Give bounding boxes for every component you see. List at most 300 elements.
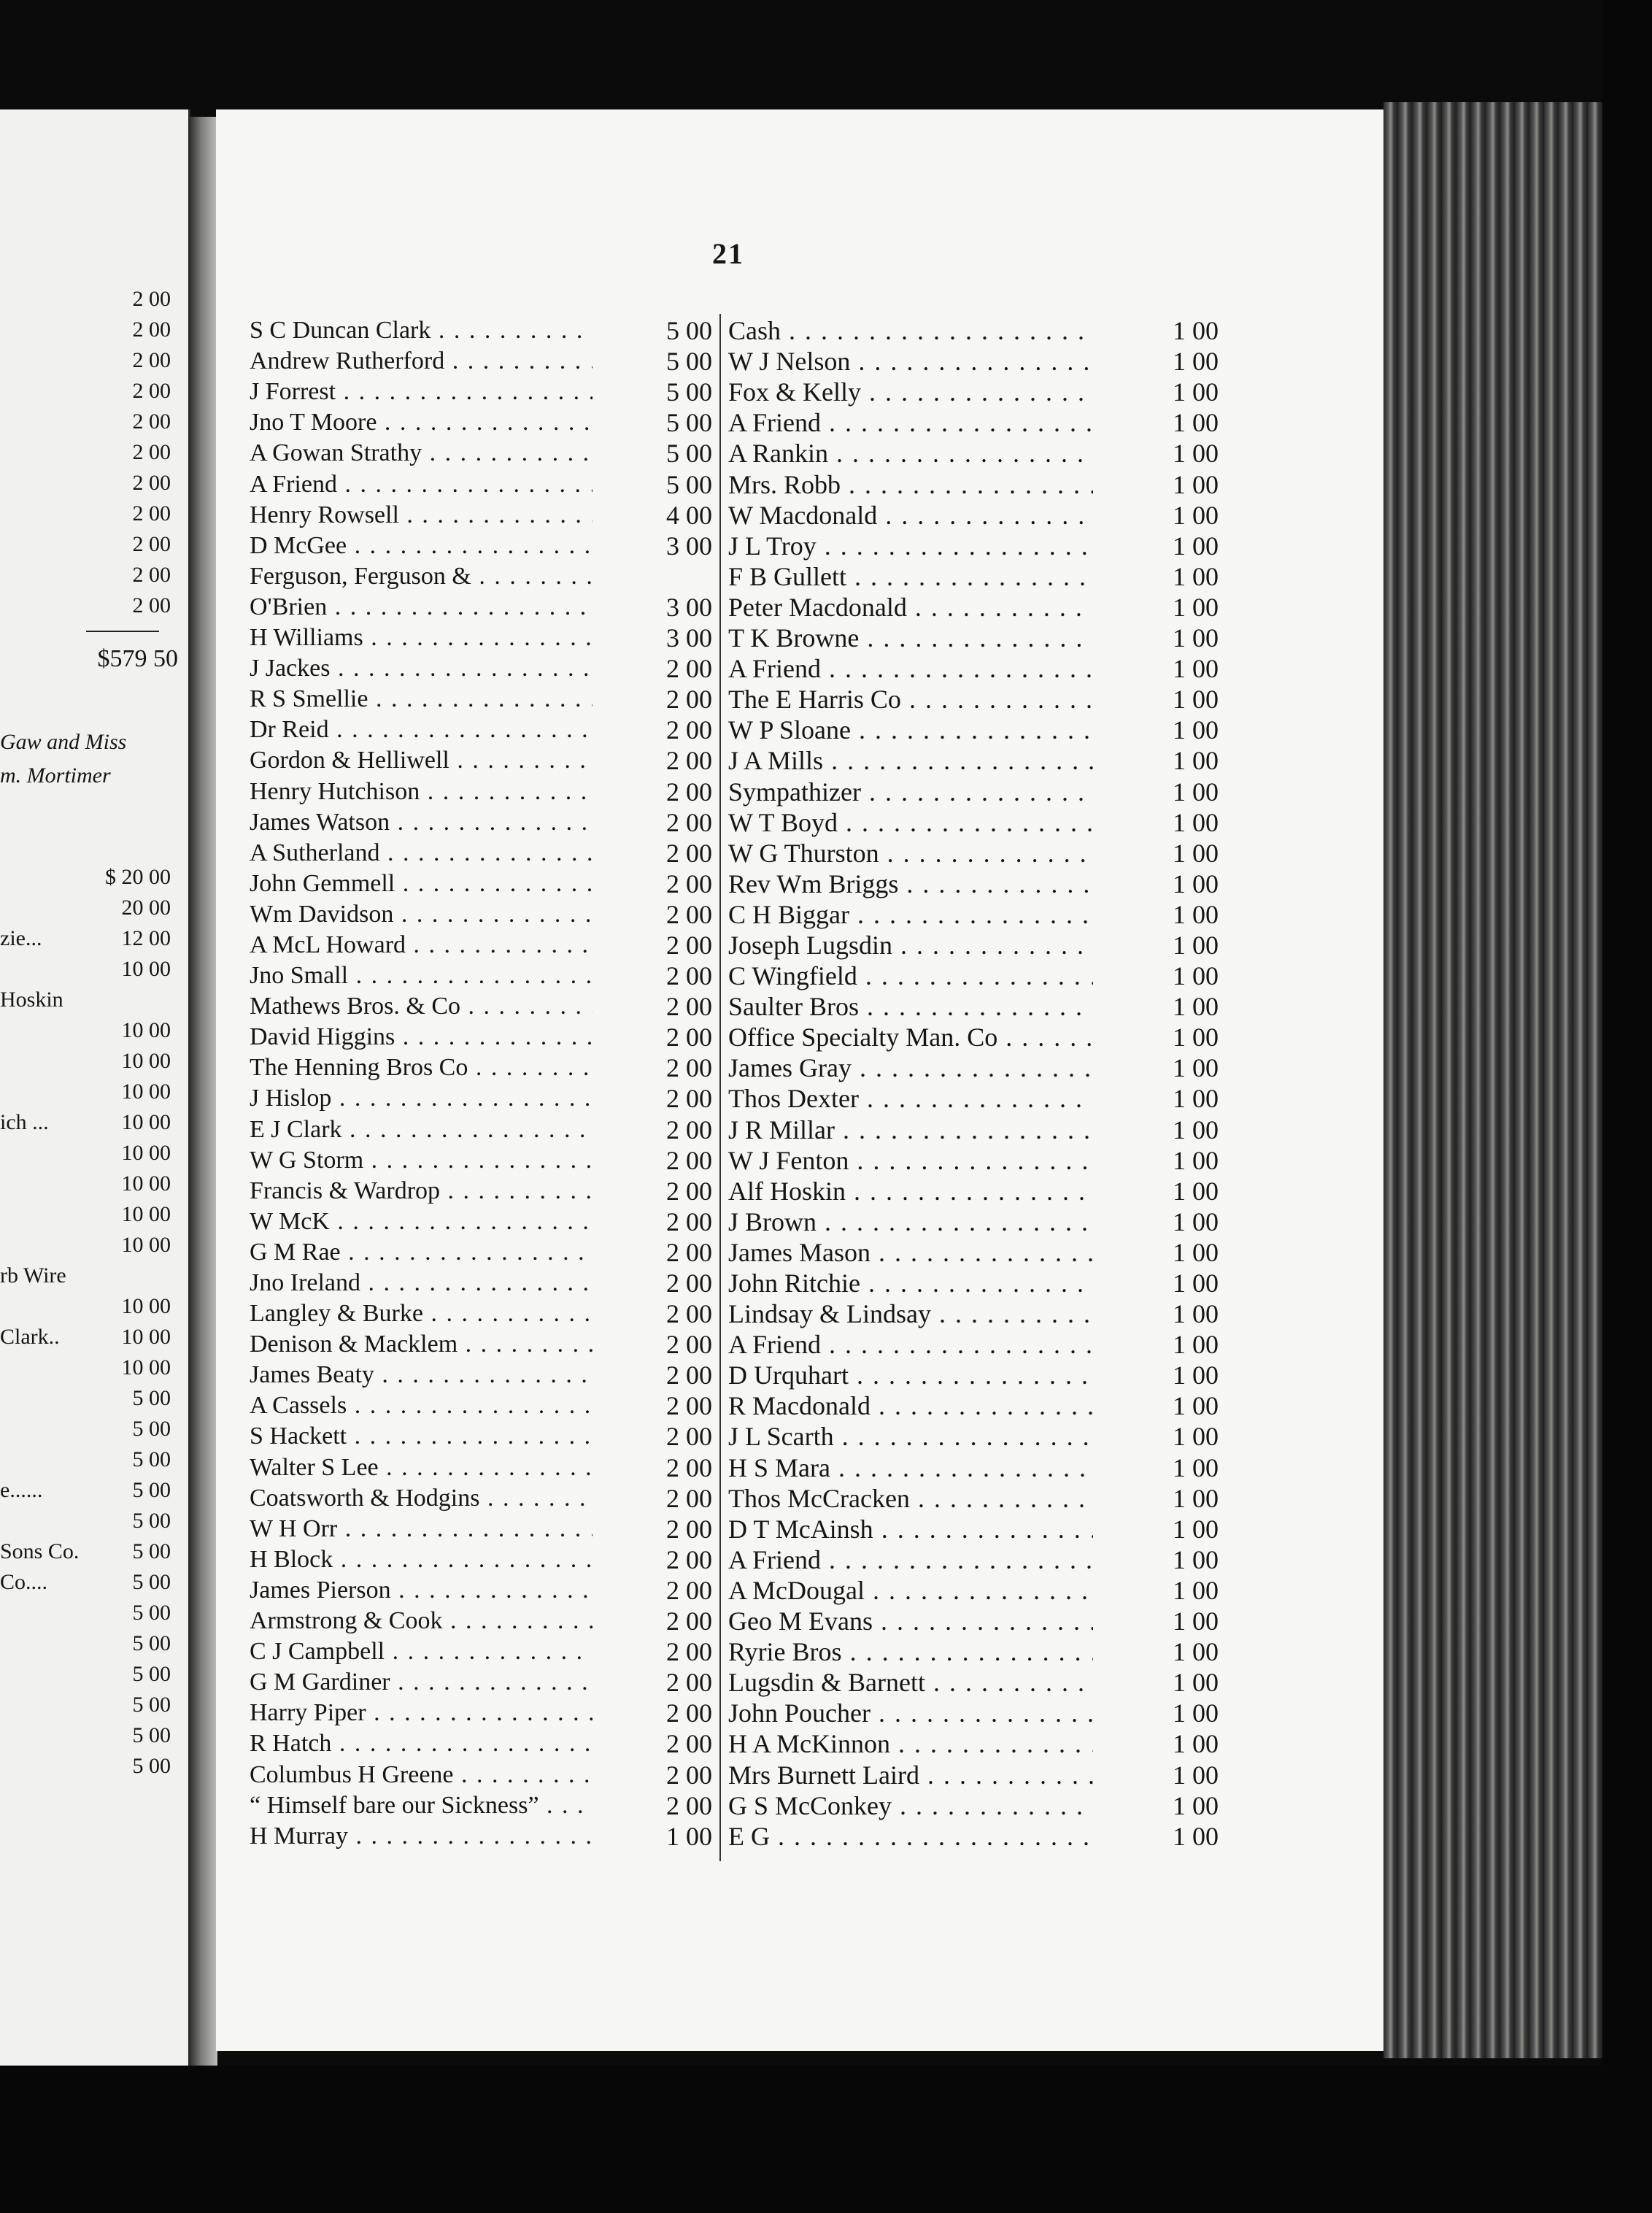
donor-name: A Friend . . . — [728, 653, 1093, 684]
donor-name: Henry Rowsell . . . — [250, 500, 593, 531]
donor-entry — [728, 807, 1219, 838]
previous-page-row-amount: 10 00 — [121, 1079, 171, 1104]
donor-name: Alf Hoskin . . . — [728, 1176, 1093, 1206]
donor-name: D McGee . . . — [250, 531, 593, 561]
donation-amount: 1 00 — [1173, 469, 1219, 499]
donor-entry — [250, 1268, 712, 1298]
donation-amount: 1 00 — [1173, 1606, 1219, 1636]
donor-entry — [728, 1022, 1219, 1052]
donor-name: Mrs. Robb . . . — [728, 469, 1093, 500]
donor-name: Ferguson, Ferguson & . . . — [250, 561, 593, 592]
donor-entry — [728, 531, 1219, 561]
previous-page-row-text: zie... — [0, 926, 42, 950]
donor-name: W P Sloane . . . — [728, 715, 1093, 745]
donor-entry — [728, 1145, 1219, 1176]
donation-amount: 2 00 — [666, 838, 712, 868]
page-edges — [1383, 102, 1602, 2058]
previous-page-row-amount: 2 00 — [132, 348, 171, 372]
donor-entry — [728, 653, 1219, 684]
donor-entry — [728, 1176, 1219, 1206]
donor-entry — [250, 346, 712, 377]
donor-entry — [250, 1698, 712, 1728]
donor-name: A Sutherland . . . — [250, 838, 593, 869]
donor-entry — [250, 1759, 712, 1790]
donation-amount: 2 00 — [666, 961, 712, 991]
previous-page-row-amount: 2 00 — [132, 287, 171, 311]
donation-amount: 1 00 — [1173, 1330, 1219, 1360]
donor-name: A Friend . . . — [728, 407, 1093, 438]
donor-name: H Williams . . . — [250, 623, 593, 653]
donor-entry — [728, 500, 1219, 531]
donor-name: Francis & Wardrop . . . — [250, 1176, 593, 1206]
previous-page-row-amount: 5 00 — [132, 1386, 171, 1410]
previous-page-row-amount: 5 00 — [132, 1570, 171, 1594]
donor-entry — [250, 869, 712, 899]
donor-name: Dr Reid . . . — [250, 715, 593, 745]
donor-name: O'Brien . . . — [250, 592, 593, 623]
donor-entry — [728, 1483, 1219, 1514]
previous-page-row-amount: $ 20 00 — [105, 865, 171, 889]
donor-column-left — [250, 315, 712, 1852]
donor-entry — [250, 1821, 712, 1852]
previous-page-row — [0, 1752, 181, 1781]
previous-page-row-amount: 20 00 — [121, 896, 171, 920]
donor-name: John Poucher . . . — [728, 1698, 1093, 1728]
donation-amount: 5 00 — [666, 377, 712, 407]
donation-amount: 1 00 — [1173, 1698, 1219, 1728]
donor-name: John Ritchie . . . — [728, 1268, 1093, 1298]
previous-page-row-amount: 2 00 — [132, 532, 171, 556]
previous-page-row-amount: 2 00 — [132, 501, 171, 526]
previous-page-row-text: rb Wire — [0, 1263, 66, 1288]
previous-page-row-amount: 10 00 — [121, 1294, 171, 1318]
previous-page-row-amount: 2 00 — [132, 471, 171, 495]
donor-name: The E Harris Co . . . — [728, 684, 1093, 715]
donation-amount: 1 00 — [666, 1821, 712, 1851]
donation-amount: 3 00 — [666, 623, 712, 653]
previous-page-row-text: Clark.. — [0, 1325, 60, 1349]
donor-name: J A Mills . . . — [728, 745, 1093, 776]
donor-entry — [728, 1237, 1219, 1268]
previous-page-row-amount: 10 00 — [121, 1110, 171, 1134]
donation-amount: 1 00 — [1173, 1145, 1219, 1175]
previous-page-row-amount: 5 00 — [132, 1509, 171, 1533]
previous-page-row-amount: 10 00 — [121, 1171, 171, 1196]
donation-amount: 1 00 — [1173, 1391, 1219, 1421]
previous-page-row-amount: 2 00 — [132, 317, 171, 342]
donation-amount: 1 00 — [1173, 869, 1219, 898]
donation-amount: 2 00 — [666, 685, 712, 715]
donation-amount: 1 00 — [1173, 746, 1219, 776]
previous-page-total: $579 50 — [97, 645, 178, 672]
donation-amount: 2 00 — [666, 992, 712, 1022]
total-rule — [86, 631, 159, 632]
donor-name: C Wingfield . . . — [728, 961, 1093, 991]
background-right — [1602, 0, 1652, 2213]
donor-entry — [250, 315, 712, 346]
donor-entry — [250, 1298, 712, 1329]
donor-entry — [250, 930, 712, 961]
donor-name: Henry Hutchison . . . — [250, 777, 593, 807]
donor-name: Mathews Bros. & Co . . . — [250, 991, 593, 1022]
donor-name: C J Campbell . . . — [250, 1636, 593, 1667]
donation-amount: 2 00 — [666, 1668, 712, 1698]
donation-amount: 2 00 — [666, 930, 712, 960]
previous-page-row — [0, 1169, 181, 1198]
donor-entry — [728, 1759, 1219, 1790]
column-divider — [719, 314, 721, 1861]
donor-entry — [728, 1606, 1219, 1636]
donor-name: Fox & Kelly . . . — [728, 377, 1093, 407]
donation-amount: 1 00 — [1173, 377, 1219, 407]
donor-entry — [728, 1390, 1219, 1421]
previous-page-row — [0, 1108, 181, 1137]
donation-amount: 2 00 — [666, 1299, 712, 1329]
donor-entry — [728, 561, 1219, 592]
previous-page-row — [0, 1384, 181, 1413]
donation-amount: 2 00 — [666, 746, 712, 776]
donation-amount: 2 00 — [666, 1422, 712, 1452]
donor-entry — [728, 1575, 1219, 1606]
donor-name: W J Fenton . . . — [728, 1145, 1093, 1176]
donor-entry — [728, 315, 1219, 346]
donor-entry — [728, 961, 1219, 991]
donor-entry — [250, 1360, 712, 1390]
previous-page-row-amount: 2 00 — [132, 379, 171, 403]
previous-page-row-text: Sons Co. — [0, 1539, 80, 1563]
previous-page-row — [0, 1568, 181, 1597]
donation-amount: 1 00 — [1173, 1084, 1219, 1114]
donor-name: J Forrest . . . — [250, 377, 593, 407]
donation-amount: 2 00 — [666, 1084, 712, 1114]
previous-page-row — [0, 469, 181, 498]
donor-name: Gordon & Helliwell . . . — [250, 745, 593, 776]
donor-entry — [250, 715, 712, 745]
donation-amount: 2 00 — [666, 1176, 712, 1206]
donor-name: G M Rae . . . — [250, 1237, 593, 1268]
previous-page-row-text: Co.... — [0, 1570, 48, 1594]
donor-entry — [250, 407, 712, 438]
donor-entry — [728, 1298, 1219, 1329]
donor-entry — [728, 1052, 1219, 1083]
donor-name: Jno Ireland . . . — [250, 1268, 593, 1298]
donor-name: A Cassels . . . — [250, 1390, 593, 1421]
donor-entry — [728, 684, 1219, 715]
previous-page-row — [0, 407, 181, 436]
donation-amount: 2 00 — [666, 1729, 712, 1759]
donor-name: Mrs Burnett Laird . . . — [728, 1760, 1093, 1790]
donation-amount: 1 00 — [1173, 1023, 1219, 1052]
previous-page-row — [0, 955, 181, 984]
donor-entry — [728, 1728, 1219, 1759]
donation-amount: 1 00 — [1173, 1360, 1219, 1390]
donor-name: S C Duncan Clark . . . — [250, 315, 593, 346]
donation-amount: 1 00 — [1173, 1637, 1219, 1667]
donation-amount: 5 00 — [666, 469, 712, 499]
donation-amount: 2 00 — [666, 1698, 712, 1728]
donor-name: Ryrie Bros . . . — [728, 1636, 1093, 1667]
donation-amount: 1 00 — [1173, 1668, 1219, 1698]
donation-amount: 1 00 — [1173, 1514, 1219, 1544]
donation-amount: 2 00 — [666, 1360, 712, 1390]
donor-entry — [250, 469, 712, 499]
previous-page-row — [0, 1415, 181, 1444]
donor-entry — [250, 1390, 712, 1421]
donor-entry — [250, 592, 712, 623]
previous-page-row — [0, 893, 181, 923]
previous-page-note-line-1: Gaw and Miss — [0, 730, 127, 754]
donor-entry — [728, 592, 1219, 623]
donation-amount: 1 00 — [1173, 715, 1219, 745]
previous-page-row — [0, 1537, 181, 1566]
donation-amount: 1 00 — [1173, 1729, 1219, 1759]
donor-entry — [250, 1636, 712, 1667]
donor-entry — [728, 838, 1219, 869]
background-bottom — [0, 2066, 1652, 2213]
donor-entry — [250, 1022, 712, 1052]
donor-entry — [250, 745, 712, 776]
donation-amount: 2 00 — [666, 1637, 712, 1667]
donation-amount: 3 00 — [666, 531, 712, 561]
donation-amount: 1 00 — [1173, 561, 1219, 591]
donor-name: D Urquhart . . . — [728, 1360, 1093, 1390]
donor-name: Geo M Evans . . . — [728, 1606, 1093, 1636]
donation-amount: 2 00 — [666, 1206, 712, 1236]
donation-amount: 2 00 — [666, 1023, 712, 1052]
donor-entry — [728, 1636, 1219, 1667]
donor-name: J Hislop . . . — [250, 1083, 593, 1114]
donation-amount: 2 00 — [666, 1237, 712, 1267]
book-gutter — [188, 117, 217, 2073]
donor-name: A Gowan Strathy . . . — [250, 438, 593, 469]
previous-page-row-amount: 12 00 — [121, 926, 171, 950]
previous-page-row-amount: 5 00 — [132, 1478, 171, 1502]
donor-name: E G . . . — [728, 1821, 1093, 1852]
previous-page-row-amount: 10 00 — [121, 1355, 171, 1379]
donation-amount: 2 00 — [666, 1575, 712, 1605]
donor-name: Wm Davidson . . . — [250, 899, 593, 930]
donation-amount: 1 00 — [1173, 838, 1219, 868]
donation-amount: 1 00 — [1173, 1821, 1219, 1851]
previous-page-row-amount: 5 00 — [132, 1754, 171, 1778]
previous-page-row — [0, 1690, 181, 1720]
donor-entry — [728, 930, 1219, 961]
donor-name: E J Clark . . . — [250, 1115, 593, 1145]
donation-amount: 2 00 — [666, 1606, 712, 1636]
previous-page-row-amount: 5 00 — [132, 1447, 171, 1471]
donor-name: Langley & Burke . . . — [250, 1298, 593, 1329]
previous-page-row — [0, 1231, 181, 1260]
donor-entry — [250, 961, 712, 991]
previous-page-row — [0, 985, 181, 1015]
donation-amount: 2 00 — [666, 777, 712, 807]
donor-entry — [250, 684, 712, 715]
donor-name: Joseph Lugsdin . . . — [728, 930, 1093, 961]
donation-amount: 1 00 — [1173, 899, 1219, 929]
donation-amount: 2 00 — [666, 715, 712, 745]
donor-name: Lindsay & Lindsay . . . — [728, 1298, 1093, 1329]
donor-name: Harry Piper . . . — [250, 1698, 593, 1728]
donation-amount: 1 00 — [1173, 1206, 1219, 1236]
donor-entry — [728, 715, 1219, 745]
previous-page-row-amount: 10 00 — [121, 1049, 171, 1073]
donation-amount: 2 00 — [666, 1115, 712, 1144]
previous-page-row-amount: 5 00 — [132, 1723, 171, 1747]
donation-amount: 2 00 — [666, 1330, 712, 1360]
donor-name: A Friend . . . — [728, 1329, 1093, 1360]
donor-name: G S McConkey . . . — [728, 1790, 1093, 1821]
previous-page-row — [0, 1445, 181, 1474]
previous-page-row-amount: 5 00 — [132, 1601, 171, 1625]
donor-entry — [250, 899, 712, 930]
donor-name: James Watson . . . — [250, 807, 593, 838]
previous-page-row-text: e...... — [0, 1478, 43, 1502]
donation-amount: 1 00 — [1173, 1053, 1219, 1083]
donor-entry — [250, 1176, 712, 1206]
donation-amount: 1 00 — [1173, 1483, 1219, 1513]
previous-page-row — [0, 1506, 181, 1536]
donor-entry — [250, 1790, 712, 1821]
donor-name: Saulter Bros . . . — [728, 991, 1093, 1022]
donor-name: A Rankin . . . — [728, 438, 1093, 469]
previous-page-row-text: Hoskin — [0, 988, 63, 1012]
donor-entry — [250, 653, 712, 684]
donor-entry — [250, 1575, 712, 1606]
previous-page-row-amount: 10 00 — [121, 1018, 171, 1042]
donor-entry — [728, 1452, 1219, 1482]
donor-name: A Friend . . . — [250, 469, 593, 500]
previous-page-row — [0, 1047, 181, 1076]
previous-page-row — [0, 1323, 181, 1352]
donor-entry — [250, 561, 712, 592]
previous-page-row — [0, 1660, 181, 1689]
previous-page-row — [0, 499, 181, 528]
donation-amount: 5 00 — [666, 408, 712, 438]
donor-name: Rev Wm Briggs . . . — [728, 869, 1093, 899]
previous-page-note-line-2: m. Mortimer — [0, 763, 111, 788]
donor-name: Armstrong & Cook . . . — [250, 1606, 593, 1636]
donor-name: A Friend . . . — [728, 1544, 1093, 1575]
donor-entry — [728, 1268, 1219, 1298]
donor-name: J R Millar . . . — [728, 1115, 1093, 1145]
donor-entry — [250, 1206, 712, 1237]
donor-entry — [250, 1145, 712, 1176]
previous-page-row — [0, 1200, 181, 1229]
donation-amount: 2 00 — [666, 1452, 712, 1482]
donor-name: David Higgins . . . — [250, 1022, 593, 1052]
donor-name: W G Storm . . . — [250, 1145, 593, 1176]
previous-page-row-amount: 5 00 — [132, 1693, 171, 1717]
donor-entry — [250, 1237, 712, 1268]
previous-page-row — [0, 1721, 181, 1750]
donor-entry — [250, 1728, 712, 1759]
donation-amount: 3 00 — [666, 592, 712, 622]
donor-entry — [250, 1606, 712, 1636]
donation-amount: 4 00 — [666, 500, 712, 530]
donor-entry — [250, 1052, 712, 1083]
donor-name: C H Biggar . . . — [728, 899, 1093, 930]
donor-name: D T McAinsh . . . — [728, 1514, 1093, 1544]
donation-amount: 2 00 — [666, 1145, 712, 1175]
previous-page-row-amount: 2 00 — [132, 409, 171, 434]
donor-name: G M Gardiner . . . — [250, 1667, 593, 1698]
previous-page-row-amount: 5 00 — [132, 1631, 171, 1655]
donor-entry — [728, 407, 1219, 438]
previous-page-row-amount: 5 00 — [132, 1662, 171, 1686]
donor-name: F B Gullett . . . — [728, 561, 1093, 592]
donor-name: R S Smellie . . . — [250, 684, 593, 715]
previous-page-row — [0, 315, 181, 345]
donation-amount: 1 00 — [1173, 685, 1219, 715]
donor-name: Denison & Macklem . . . — [250, 1329, 593, 1360]
previous-page-row — [0, 377, 181, 406]
donor-name: W Macdonald . . . — [728, 500, 1093, 531]
donor-entry — [728, 1821, 1219, 1852]
donor-name: Coatsworth & Hodgins . . . — [250, 1483, 593, 1514]
previous-page-row — [0, 1077, 181, 1106]
donor-name: Jno T Moore . . . — [250, 407, 593, 438]
donor-entry — [728, 869, 1219, 899]
donor-entry — [728, 745, 1219, 776]
page-number: 21 — [712, 237, 744, 270]
donor-name: W J Nelson . . . — [728, 346, 1093, 377]
donor-name: John Gemmell . . . — [250, 869, 593, 899]
donor-name: W T Boyd . . . — [728, 807, 1093, 838]
previous-page-row — [0, 530, 181, 559]
donor-entry — [250, 623, 712, 653]
donor-entry — [728, 899, 1219, 930]
donor-entry — [728, 1667, 1219, 1698]
donor-entry — [728, 1360, 1219, 1390]
donor-entry — [728, 469, 1219, 499]
donation-amount: 2 00 — [666, 1269, 712, 1298]
donor-name: Columbus H Greene . . . — [250, 1760, 593, 1790]
donor-name: H A McKinnon . . . — [728, 1728, 1093, 1759]
donation-amount: 1 00 — [1173, 1575, 1219, 1605]
donor-entry — [728, 1790, 1219, 1821]
previous-page-row-amount: 10 00 — [121, 1325, 171, 1349]
previous-page-row — [0, 1292, 181, 1321]
donation-amount: 2 00 — [666, 654, 712, 684]
donation-amount: 1 00 — [1173, 807, 1219, 837]
previous-page-row — [0, 346, 181, 375]
donor-name: James Beaty . . . — [250, 1360, 593, 1390]
donor-entry — [250, 1452, 712, 1482]
donor-name: Thos Dexter . . . — [728, 1083, 1093, 1114]
donation-amount: 1 00 — [1173, 961, 1219, 991]
previous-page-row — [0, 438, 181, 467]
donor-entry — [728, 1083, 1219, 1114]
donation-amount: 1 00 — [1173, 1176, 1219, 1206]
donor-name: Andrew Rutherford . . . — [250, 346, 593, 377]
donor-column-right — [728, 315, 1219, 1852]
donation-amount: 5 00 — [666, 316, 712, 346]
previous-page-row — [0, 1139, 181, 1168]
donor-name: A McL Howard . . . — [250, 930, 593, 961]
donation-amount: 1 00 — [1173, 623, 1219, 653]
donation-amount: 1 00 — [1173, 1299, 1219, 1329]
donation-amount: 1 00 — [1173, 1790, 1219, 1820]
donor-name: S Hackett . . . — [250, 1421, 593, 1452]
donation-amount: 2 00 — [666, 1544, 712, 1574]
donation-amount: 1 00 — [1173, 1269, 1219, 1298]
previous-page-row — [0, 561, 181, 590]
donation-amount: 2 00 — [666, 1391, 712, 1421]
previous-page-row-amount: 10 00 — [121, 1233, 171, 1257]
donation-amount: 2 00 — [666, 1790, 712, 1820]
donation-amount: 2 00 — [666, 869, 712, 898]
donation-amount: 1 00 — [1173, 1452, 1219, 1482]
